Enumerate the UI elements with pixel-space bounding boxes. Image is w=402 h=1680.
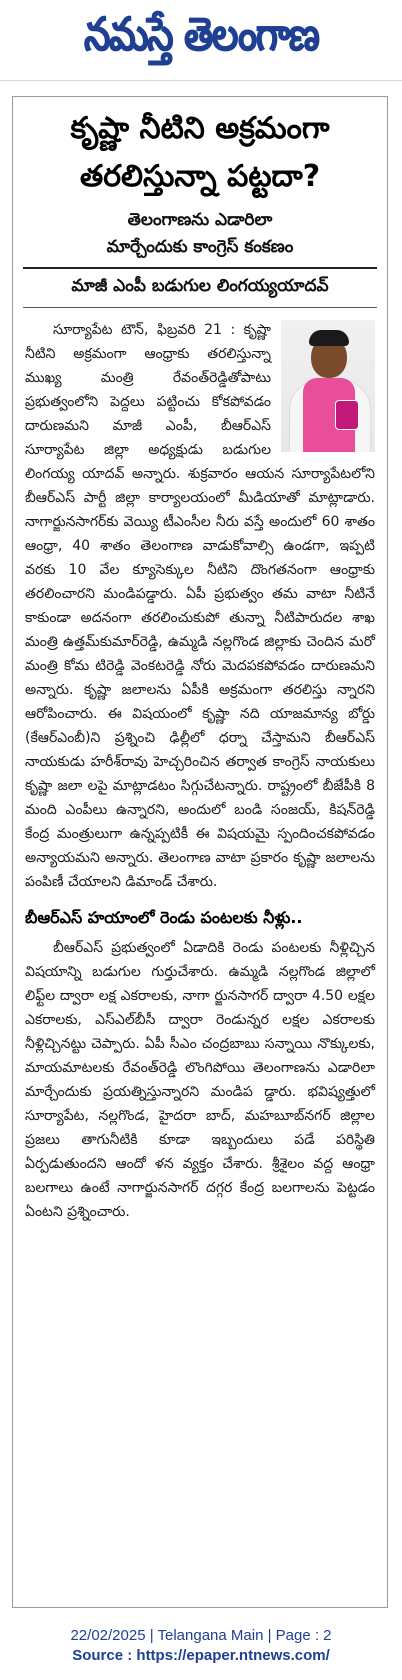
headline-line-1: కృష్ణా నీటిని అక్రమంగా [70,111,330,146]
section-heading: బీఆర్‌ఎస్ హయాంలో రెండు పంటలకు నీళ్లు.. [25,908,303,927]
article-body [25,318,375,1224]
article-subheadline [23,207,377,261]
newspaper-logo: నమస్తే తెలంగాణ [83,7,319,62]
news-article [12,96,388,1608]
divider [23,307,377,308]
page-footer [0,1612,402,1680]
article-paragraph: బీఆర్‌ఎస్ ప్రభుత్వంలో ఏడాదికి రెండు పంటలకు నీళ్లిచ్చిన విషయాన్ని బడుగుల గుర్తుచేశారు. ఉమ్మడి నల్లగొండ జిల్లాలో లిఫ్ట్‌ల ద్వారా లక్ష ఎకరాలకు, నాగా ర్జునసాగర్ ద్వారా 4.50 లక్షల ఎకరాలకు, ఎస్‌ఎల్‌బీసీ ద్వారా రెండున్నర లక్షల ఎకరాలకు నీళ్లిచ్చినట్టు చెప్పారు. ఏపీ సీఎం చంద్రబాబు సన్నాయి నొక్కులకు, మాయమాటలకు రేవంత్‌రెడ్డి లొంగిపోయి తెలంగాణను ఎడారిలా మార్చేందుకు ప్రయత్నిస్తున్నారని మండిప డ్డారు. భవిష్యత్తులో సూర్యాపేట, నల్లగొండ, హైదరా బాద్, మహబూబ్‌నగర్ జిల్లాల ప్రజలు తాగునీటికి కూడా ఇబ్బందులు పడే పరిస్థితి ఏర్పడుతుందని ఆందో ళన వ్యక్తం చేశారు. శ్రీశైలం వద్ద ఆంధ్రా బలగాలు ఉంటే నాగార్జునసాగర్ దగ్గర కేంద్ర బలగాలను పెట్టడం ఏంటని ప్రశ్నించారు. [25,940,375,1220]
article-paragraph: సూర్యాపేట టౌన్, ఫిబ్రవరి 21 : కృష్ణా నీటిని అక్రమంగా ఆంధ్రాకు తరలిస్తున్నా ముఖ్య మంత్రి రేవంత్‌రెడ్డితోపాటు ప్రభుత్వంలోని పెద్దలు పట్టించు కోకపోవడం దారుణమని మాజీ ఎంపీ, బీఆర్‌ఎస్ సూర్యాపేట జిల్లా అధ్యక్షుడు బడుగుల లింగయ్య యాదవ్ అన్నారు. శుక్రవారం ఆయన సూర్యాపేటలోని బీఆర్‌ఎస్ పార్టీ జిల్లా కార్యాలయంలో మీడియాతో మాట్లాడారు. నాగార్జునసాగర్‌కు వెయ్యి టీఎంసీల నీరు వస్తే అందులో 60 శాతం ఆంధ్రా, 40 శాతం తెలంగాణ వాడుకోవాల్సి ఉండగా, ఇప్పటి వరకు 10 వేల క్యూసెక్కుల నీటిని దొంగతనంగా ఆంధ్రాకు తరలించారని మండిపడ్డారు. ఏపీ ప్రభుత్వం తమ వాటా నీటినే కాకుండా అదనంగా తరలించుకుపో తున్నా నీటిపారుదల శాఖ మంత్రి ఉత్తమ్‌కుమార్‌రెడ్డి, ఉమ్మడి నల్లగొండ జిల్లాకు చెందిన మరో మంత్రి కోమ టిరెడ్డి వెంకటరెడ్డి నోరు మెదపకపోవడం దారుణమని అన్నారు. కృష్ణా జలాలను ఏపీకి అక్రమంగా తరలిస్తు న్నారని ఆరోపించారు. ఈ విషయంలో కృష్ణా నది యాజమాన్య బోర్డు (కేఆర్‌ఎంబీ)ని ప్రశ్నించి ఢిల్లీలో ధర్నా చేస్తామని బీఆర్‌ఎస్ నాయకుడు హరీశ్‌రావు హెచ్చరించిన తర్వాత కాంగ్రెస్ నాయకులు కృష్ణా జలా లపై మాట్లాడటం సిగ్గుచేటన్నారు. రాష్ట్రంలో బీజేపీకి 8 మంది ఎంపీలు ఉన్నారని, అందులో బండి సంజయ్, కిషన్‌రెడ్డి కేంద్ర మంత్రులుగా ఉన్నప్పటికీ ఈ విషయమై స్పందించకపోవడం అన్యాయమని అన్నారు. తెలంగాణ వాటా ప్రకారం కృష్ణా జలాలను పంపిణీ చేయాలని డిమాండ్ చేశారు. [25,322,375,890]
article-byline: మాజీ ఎంపీ బడుగుల లింగయ్యయాదవ్ [71,276,329,296]
source-link[interactable]: Source : https://epaper.ntnews.com/ [72,1647,330,1664]
edition-info: 22/02/2025 | Telangana Main | Page : 2 [70,1627,332,1644]
headline-line-2: తరలిస్తున్నా పట్టదా? [79,159,321,194]
person-photo [281,320,375,452]
subhead-line-2: మార్చేందుకు కాంగ్రెస్ కంకణం [106,237,294,257]
masthead [0,0,402,81]
subhead-line-1: తెలంగాణను ఎడారిలా [127,210,273,230]
article-headline [19,105,381,201]
divider [23,267,377,269]
